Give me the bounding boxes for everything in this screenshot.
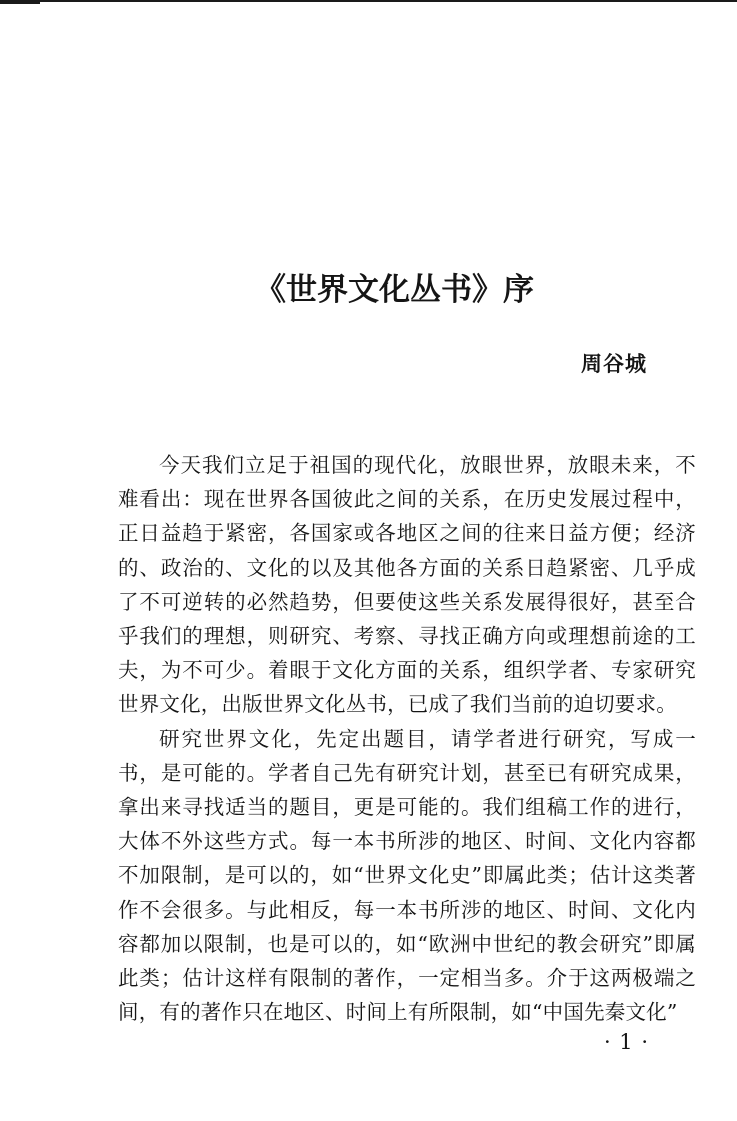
paragraph-1: 今天我们立足于祖国的现代化，放眼世界，放眼未来，不难看出：现在世界各国彼此之间的关系，在历史发展过程中，正日益趋于紧密，各国家或各地区之间的往来日益方便；经济的、政治的、文化的以及其他各方面的关系日趋紧密、几乎成了不可逆转的必然趋势，但要使这些关系发展得很好，甚至合乎我们的理想，则研究、考察、寻找正确方向或理想前途的工夫，为不可少。着眼于文化方面的关系，组织学者、专家研究世界文化，出版世界文化丛书，已成了我们当前的迫切要求。 [118,453,696,717]
page-title [0,265,737,315]
author-name: 周谷城 [581,351,647,376]
corner-mark [0,0,40,4]
body-text [118,448,696,1029]
top-rule [0,0,737,2]
page-number: · 1 · [603,1030,649,1054]
paragraph-2: 研究世界文化，先定出题目，请学者进行研究，写成一书，是可能的。学者自己先有研究计划，甚至已有研究成果，拿出来寻找适当的题目，更是可能的。我们组稿工作的进行，大体不外这些方式。每一本书所涉的地区、时间、文化内容都不加限制，是可以的，如“世界文化史”即属此类；估计这类著作不会很多。与此相反，每一本书所涉的地区、时间、文化内容都加以限制，也是可以的，如“欧洲中世纪的教会研究”即属此类；估计这样有限制的著作，一定相当多。介于这两极端之间，有的著作只在地区、时间上有所限制，如“中国先秦文化” [118,726,696,1025]
page-title-text: 《世界文化丛书》序 [255,272,534,308]
